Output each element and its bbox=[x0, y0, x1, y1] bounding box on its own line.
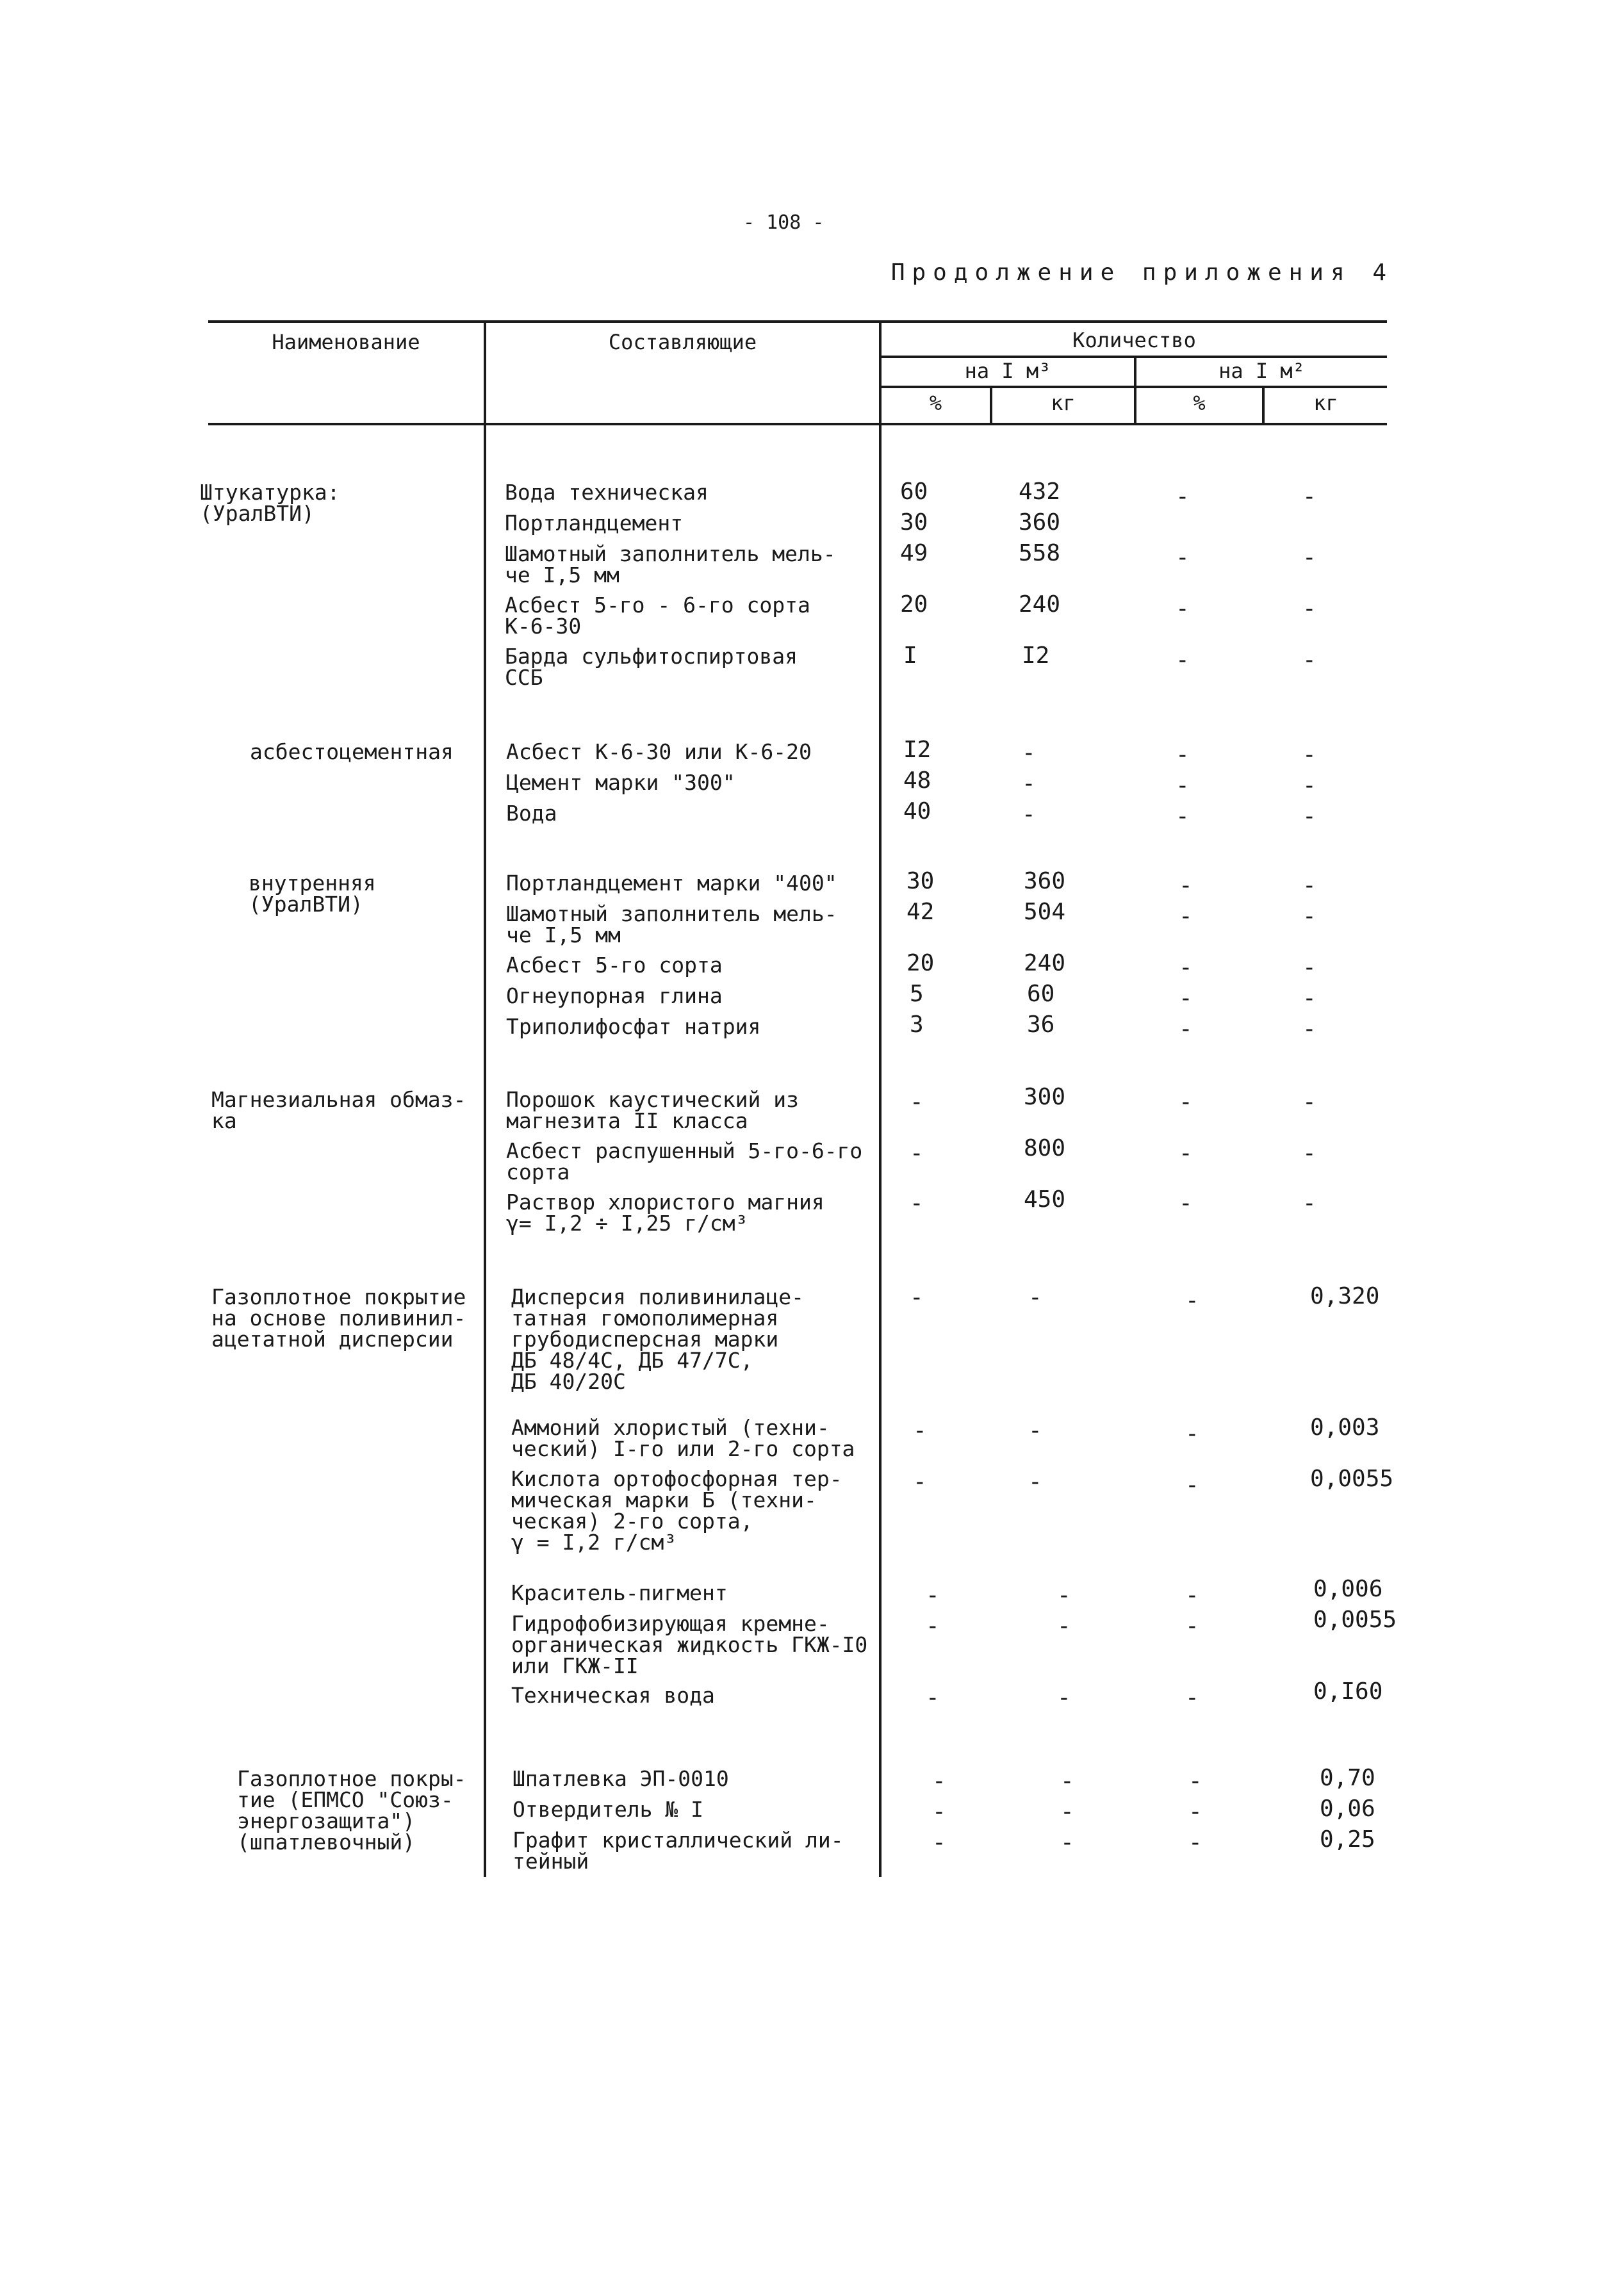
value-pct-m3: - bbox=[926, 1613, 940, 1639]
value-pct-m2: - bbox=[1176, 647, 1190, 673]
value-pct-m2: - bbox=[1185, 1582, 1199, 1609]
value-pct-m2: - bbox=[1185, 1685, 1199, 1711]
value-pct-m3: 3 bbox=[910, 1012, 924, 1038]
col-sep-2 bbox=[879, 320, 882, 1877]
value-pct-m2: - bbox=[1185, 1421, 1199, 1447]
value-pct-m2: - bbox=[1179, 903, 1193, 930]
group-name: Магнезиальная обмаз- ка bbox=[211, 1087, 466, 1133]
value-kg-m3: 60 bbox=[1027, 981, 1055, 1007]
value-pct-m2: - bbox=[1185, 1613, 1199, 1639]
value-pct-m3: 30 bbox=[900, 509, 928, 536]
value-kg-m2: - bbox=[1302, 484, 1316, 510]
value-kg-m2: 0,006 bbox=[1313, 1576, 1383, 1602]
value-kg-m3: - bbox=[1060, 1830, 1074, 1856]
value-kg-m2: - bbox=[1302, 903, 1316, 930]
component-name: Цемент марки "300" bbox=[506, 770, 735, 795]
value-pct-m3: - bbox=[932, 1768, 946, 1794]
component-name: Вода техническая bbox=[505, 480, 709, 505]
value-kg-m3: - bbox=[1028, 1469, 1042, 1495]
continuation-title: Продолжение приложения 4 bbox=[890, 259, 1393, 286]
value-kg-m3: - bbox=[1057, 1685, 1071, 1711]
value-pct-m3: 42 bbox=[906, 899, 935, 925]
value-kg-m2: - bbox=[1302, 985, 1316, 1012]
component-name: Порошок каустический из магнезита II класса bbox=[506, 1087, 799, 1133]
value-kg-m2: 0,25 bbox=[1320, 1826, 1375, 1853]
value-pct-m3: 60 bbox=[900, 479, 928, 505]
value-kg-m2: 0,70 bbox=[1320, 1765, 1375, 1791]
component-name: Асбест распушенный 5-го-6-го сорта bbox=[506, 1138, 863, 1184]
value-pct-m2: - bbox=[1179, 872, 1193, 899]
value-pct-m2: - bbox=[1176, 803, 1190, 830]
col-sep-1 bbox=[484, 320, 486, 1877]
value-kg-m2: 0,I60 bbox=[1313, 1678, 1383, 1705]
component-name: Портландцемент марки "400" bbox=[506, 871, 837, 896]
value-pct-m2: - bbox=[1188, 1799, 1202, 1825]
value-kg-m3: 240 bbox=[1024, 950, 1066, 976]
value-kg-m3: - bbox=[1057, 1582, 1071, 1609]
component-name: Портландцемент bbox=[505, 511, 684, 536]
value-pct-m3: - bbox=[910, 1089, 924, 1115]
value-kg-m3: 800 bbox=[1024, 1135, 1066, 1161]
component-name: Раствор хлористого магния γ= I,2 ÷ I,25 г/см³ bbox=[506, 1190, 824, 1236]
component-name: Асбест 5-го - 6-го сорта К-6-30 bbox=[505, 593, 810, 639]
value-pct-m2: - bbox=[1179, 1016, 1193, 1042]
value-pct-m2: - bbox=[1185, 1472, 1199, 1498]
value-pct-m2: - bbox=[1185, 1288, 1199, 1314]
value-pct-m2: - bbox=[1188, 1830, 1202, 1856]
value-pct-m2: - bbox=[1176, 484, 1190, 510]
value-pct-m2: - bbox=[1176, 742, 1190, 768]
value-kg-m3: - bbox=[1060, 1768, 1074, 1794]
value-pct-m3: - bbox=[913, 1418, 927, 1444]
value-kg-m2: - bbox=[1302, 1016, 1316, 1042]
component-name: Асбест 5-го сорта bbox=[506, 953, 723, 978]
value-kg-m3: I2 bbox=[1022, 643, 1050, 669]
value-pct-m2: - bbox=[1179, 985, 1193, 1012]
value-kg-m2: - bbox=[1302, 773, 1316, 799]
value-kg-m3: 360 bbox=[1019, 509, 1061, 536]
unit-rule bbox=[879, 386, 1387, 388]
group-name: внутренняя (УралВТИ) bbox=[249, 871, 376, 917]
value-pct-m3: - bbox=[910, 1284, 924, 1311]
value-pct-m3: - bbox=[926, 1582, 940, 1609]
value-kg-m2: 0,06 bbox=[1320, 1796, 1375, 1822]
component-name: Огнеупорная глина bbox=[506, 983, 723, 1008]
value-kg-m2: - bbox=[1302, 742, 1316, 768]
group-name: Газоплотное покры- тие (ЕПМСО "Союз- энергозащита") (шпатлевочный) bbox=[237, 1766, 466, 1855]
component-name: Вода bbox=[506, 801, 557, 826]
value-kg-m3: - bbox=[1022, 771, 1036, 797]
value-kg-m3: 558 bbox=[1019, 540, 1061, 566]
component-name: Дисперсия поливинилаце- татная гомополимерная грубодисперсная марки ДБ 48/4С, ДБ 47/7С, ДБ 40/20С bbox=[511, 1284, 804, 1394]
header-quantity: Количество bbox=[1072, 328, 1196, 352]
value-kg-m3: - bbox=[1028, 1418, 1042, 1444]
value-kg-m3: 360 bbox=[1024, 868, 1066, 894]
value-pct-m3: - bbox=[910, 1190, 924, 1216]
value-pct-m3: - bbox=[913, 1469, 927, 1495]
header-pct-m3: % bbox=[929, 391, 942, 415]
value-kg-m2: 0,0055 bbox=[1310, 1466, 1394, 1492]
page-number: - 108 - bbox=[743, 211, 824, 234]
value-kg-m3: - bbox=[1022, 801, 1036, 828]
group-name: Штукатурка: (УралВТИ) bbox=[200, 480, 340, 526]
value-pct-m2: - bbox=[1179, 954, 1193, 981]
value-kg-m2: 0,320 bbox=[1310, 1283, 1380, 1309]
value-pct-m3: - bbox=[932, 1830, 946, 1856]
value-pct-m2: - bbox=[1176, 596, 1190, 622]
value-pct-m2: - bbox=[1176, 773, 1190, 799]
component-name: Краситель-пигмент bbox=[511, 1580, 728, 1605]
value-pct-m3: - bbox=[910, 1140, 924, 1167]
header-kg-m3: кг bbox=[1051, 391, 1076, 415]
value-kg-m2: 0,0055 bbox=[1313, 1607, 1397, 1633]
value-kg-m2: - bbox=[1302, 954, 1316, 981]
component-name: Отвердитель № I bbox=[513, 1797, 704, 1822]
component-name: Гидрофобизирующая кремне- органическая жидкость ГКЖ-I0 или ГКЖ-II bbox=[511, 1611, 868, 1678]
value-kg-m2: - bbox=[1302, 1089, 1316, 1115]
value-pct-m3: - bbox=[926, 1685, 940, 1711]
header-per-m3: на I м³ bbox=[964, 359, 1051, 383]
header-name: Наименование bbox=[272, 330, 420, 354]
value-kg-m2: - bbox=[1302, 545, 1316, 571]
value-kg-m3: - bbox=[1057, 1613, 1071, 1639]
group-name: Газоплотное покрытие на основе поливинил- ацетатной дисперсии bbox=[211, 1284, 466, 1352]
value-kg-m3: 240 bbox=[1019, 591, 1061, 618]
value-kg-m3: 36 bbox=[1027, 1012, 1055, 1038]
quantity-rule bbox=[879, 356, 1387, 358]
value-kg-m2: - bbox=[1302, 1140, 1316, 1167]
value-kg-m2: - bbox=[1302, 803, 1316, 830]
header-bottom-rule bbox=[208, 423, 1387, 425]
value-kg-m3: - bbox=[1022, 740, 1036, 766]
value-pct-m3: 40 bbox=[903, 798, 931, 824]
value-pct-m3: - bbox=[932, 1799, 946, 1825]
component-name: Шамотный заполнитель мель- че I,5 мм bbox=[505, 541, 836, 587]
header-per-m2: на I м² bbox=[1218, 359, 1305, 383]
value-pct-m3: 20 bbox=[900, 591, 928, 618]
component-name: Барда сульфитоспиртовая ССБ bbox=[505, 644, 798, 690]
value-pct-m3: 49 bbox=[900, 540, 928, 566]
value-pct-m3: I bbox=[903, 643, 917, 669]
header-components: Составляющие bbox=[608, 330, 757, 354]
table-top-rule bbox=[208, 320, 1387, 323]
value-pct-m2: - bbox=[1179, 1190, 1193, 1216]
value-kg-m3: - bbox=[1060, 1799, 1074, 1825]
header-kg-m2: кг bbox=[1313, 391, 1338, 415]
value-pct-m2: - bbox=[1179, 1089, 1193, 1115]
value-kg-m2: - bbox=[1302, 872, 1316, 899]
value-pct-m2: - bbox=[1176, 545, 1190, 571]
component-name: Шпатлевка ЭП-0010 bbox=[513, 1766, 729, 1791]
value-kg-m2: - bbox=[1302, 596, 1316, 622]
component-name: Шамотный заполнитель мель- че I,5 мм bbox=[506, 901, 837, 947]
component-name: Кислота ортофосфорная тер- мическая марки Б (техни- ческая) 2-го сорта, γ = I,2 г/см³ bbox=[511, 1466, 842, 1555]
value-kg-m2: 0,003 bbox=[1310, 1414, 1380, 1441]
value-pct-m3: 48 bbox=[903, 767, 931, 794]
value-pct-m2: - bbox=[1188, 1768, 1202, 1794]
value-pct-m3: 5 bbox=[910, 981, 924, 1007]
value-kg-m3: 300 bbox=[1024, 1084, 1066, 1110]
component-name: Техническая вода bbox=[511, 1683, 715, 1708]
component-name: Аммоний хлористый (техни- ческий) I-го или 2-го сорта bbox=[511, 1415, 855, 1461]
value-kg-m3: 432 bbox=[1019, 479, 1061, 505]
value-pct-m3: I2 bbox=[903, 737, 931, 763]
component-name: Асбест К-6-30 или К-6-20 bbox=[506, 739, 812, 764]
value-kg-m2: - bbox=[1302, 1190, 1316, 1216]
component-name: Триполифосфат натрия bbox=[506, 1014, 761, 1039]
group-name: асбестоцементная bbox=[250, 739, 454, 764]
value-pct-m3: 20 bbox=[906, 950, 935, 976]
value-pct-m2: - bbox=[1179, 1140, 1193, 1167]
value-kg-m3: - bbox=[1028, 1284, 1042, 1311]
component-name: Графит кристаллический ли- тейный bbox=[513, 1828, 844, 1874]
header-pct-m2: % bbox=[1193, 391, 1206, 415]
value-pct-m3: 30 bbox=[906, 868, 935, 894]
value-kg-m3: 450 bbox=[1024, 1186, 1066, 1213]
value-kg-m3: 504 bbox=[1024, 899, 1066, 925]
value-kg-m2: - bbox=[1302, 647, 1316, 673]
